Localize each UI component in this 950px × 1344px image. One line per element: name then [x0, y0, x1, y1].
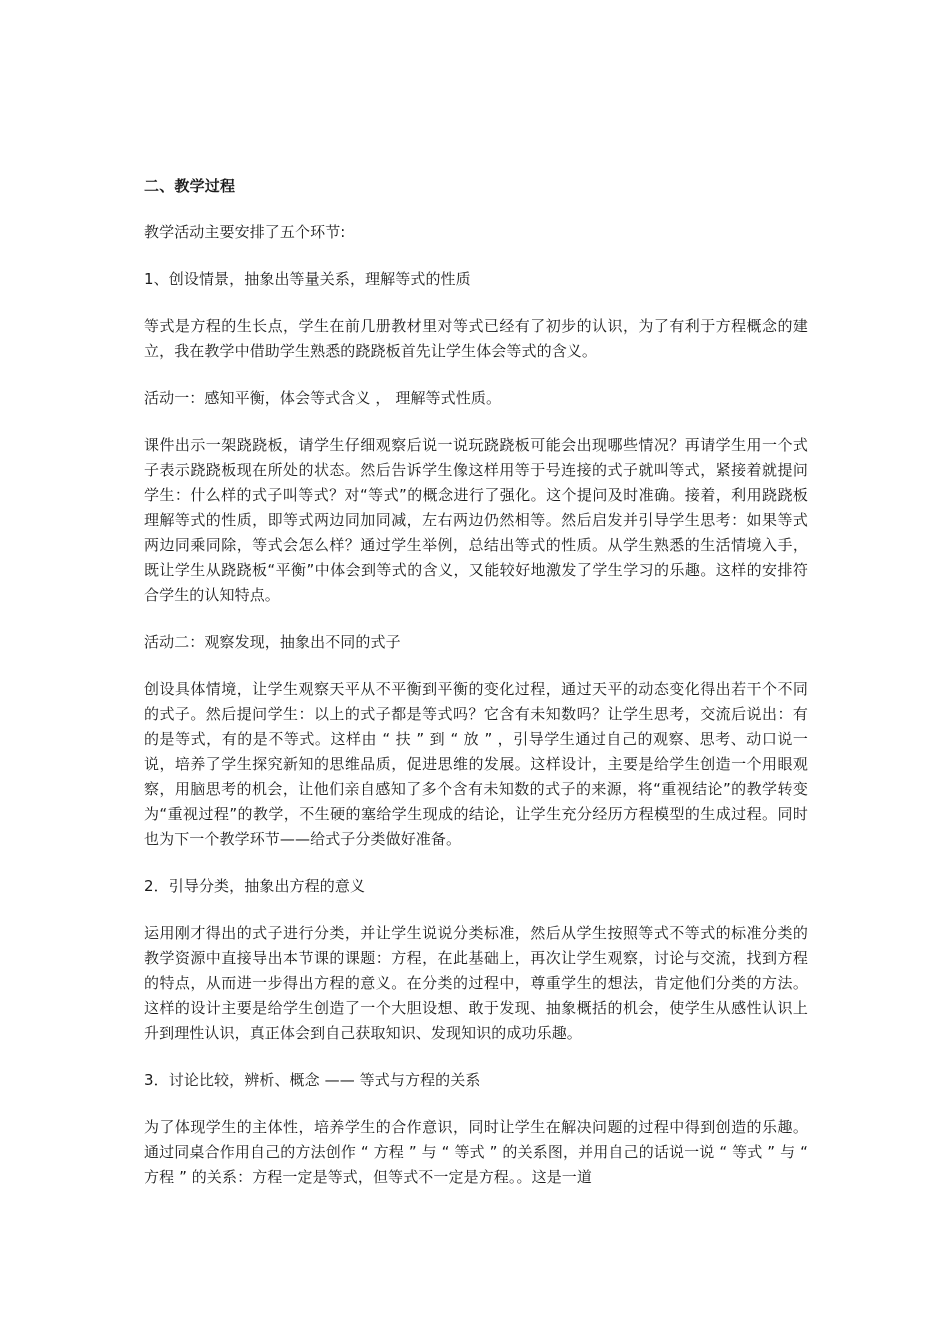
step-2-title: 2．引导分类，抽象出方程的意义: [144, 877, 366, 895]
step-3-paragraph: 为了体现学生的主体性，培养学生的合作意识，同时让学生在解决问题的过程中得到创造的乐趣。通过同桌合作用自己的方法创作 “ 方程 ” 与 “ 等式 ” 的关系图，并用自己的话说一说 “ 等式 ” 与 “ 方程 ” 的关系：方程一定是等式，但等式不一定是方程。。这是一道: [144, 1118, 808, 1186]
intro-line: 教学活动主要安排了五个环节:: [144, 223, 346, 241]
activity-1-paragraph: 课件出示一架跷跷板，请学生仔细观察后说一说玩跷跷板可能会出现哪些情况？再请学生用一个式子表示跷跷板现在所处的状态。然后告诉学生像这样用等于号连接的式子就叫等式，紧接着就提问学生：什么样的式子叫等式？对“等式”的概念进行了强化。这个提问及时准确。接着，利用跷跷板理解等式的性质，即等式两边同加同减，左右两边仍然相等。然后启发并引导学生思考：如果等式两边同乘同除，等式会怎么样？通过学生举例，总结出等式的性质。从学生熟悉的生活情境入手，既让学生从跷跷板“平衡”中体会到等式的含义，又能较好地激发了学生学习的乐趣。这样的安排符合学生的认知特点。: [144, 436, 808, 604]
activity-2-paragraph: 创设具体情境，让学生观察天平从不平衡到平衡的变化过程，通过天平的动态变化得出若干个不同的式子。然后提问学生：以上的式子都是等式吗？它含有未知数吗？让学生思考，交流后说出：有的是等式，有的是不等式。这样由 “ 扶 ” 到 “ 放 ” ，引导学生通过自己的观察、思考、动口说一说，培养了学生探究新知的思维品质，促进思维的发展。这样设计，主要是给学生创造一个用眼观察，用脑思考的机会，让他们亲自感知了多个含有未知数的式子的来源，将“重视结论”的教学转变为“重视过程”的教学，不生硬的塞给学生现成的结论，让学生充分经历方程模型的生成过程。同时也为下一个教学环节——给式子分类做好准备。: [144, 680, 808, 848]
activity-1-title: 活动一：感知平衡，体会等式含义 ， 理解等式性质。: [144, 389, 502, 407]
step-1-paragraph: 等式是方程的生长点，学生在前几册教材里对等式已经有了初步的认识，为了有利于方程概念的建立，我在教学中借助学生熟悉的跷跷板首先让学生体会等式的含义。: [144, 317, 808, 360]
step-1-title: 1、创设情景，抽象出等量关系，理解等式的性质: [144, 270, 471, 288]
document-page: [144, 174, 808, 1212]
step-2-paragraph: 运用刚才得出的式子进行分类，并让学生说说分类标准，然后从学生按照等式不等式的标准分类的教学资源中直接导出本节课的课题：方程，在此基础上，再次让学生观察，讨论与交流，找到方程的特点，从而进一步得出方程的意义。在分类的过程中，尊重学生的想法，肯定他们分类的方法。这样的设计主要是给学生创造了一个大胆设想、敢于发现、抽象概括的机会，使学生从感性认识上升到理性认识，真正体会到自己获取知识、发现知识的成功乐趣。: [144, 924, 808, 1042]
step-3-title: 3．讨论比较，辨析、概念 —— 等式与方程的关系: [144, 1071, 481, 1089]
section-heading: 二、教学过程: [144, 177, 236, 195]
activity-2-title: 活动二：观察发现，抽象出不同的式子: [144, 633, 401, 651]
